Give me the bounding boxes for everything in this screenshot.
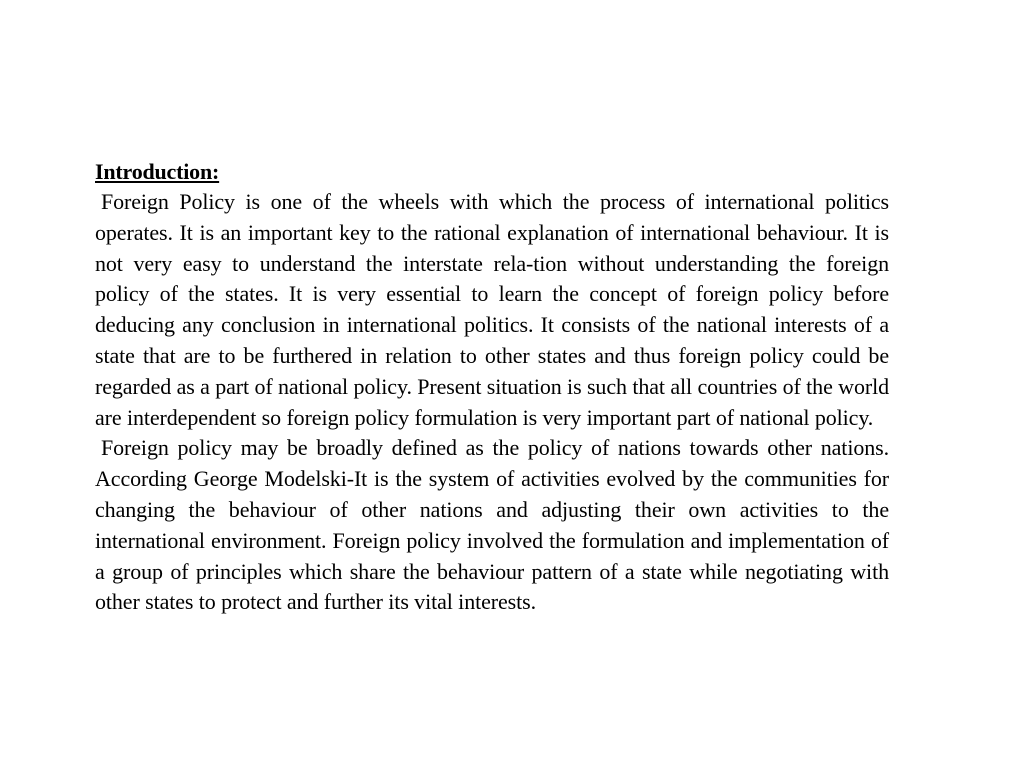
paragraph-definition: Foreign policy may be broadly defined as the policy of nations towards other nations. According George Modelski-It is the system of activities evolved by the communities for changing the behaviour of other nations and adjusting their own activities to the international environment. Foreign policy involved the formulation and implementation of a group of principles which share the behaviour pattern of a state while negotiating with other states to protect and further its vital interests. (95, 435, 889, 615)
paragraph-intro: Foreign Policy is one of the wheels with which the process of international politics operates. It is an important key to the rational explanation of international behaviour. It is not very easy to understand the interstate rela-tion without understanding the foreign policy of the states. It is very essential to learn the concept of foreign policy before deducing any conclusion in international politics. It consists of the national interests of a state that are to be furthered in relation to other states and thus foreign policy could be regarded as a part of national policy. Present situation is such that all countries of the world are interdependent so foreign policy formulation is very important part of national policy. (95, 189, 889, 430)
section-heading: Introduction: (95, 159, 220, 184)
slide-body (95, 156, 889, 618)
